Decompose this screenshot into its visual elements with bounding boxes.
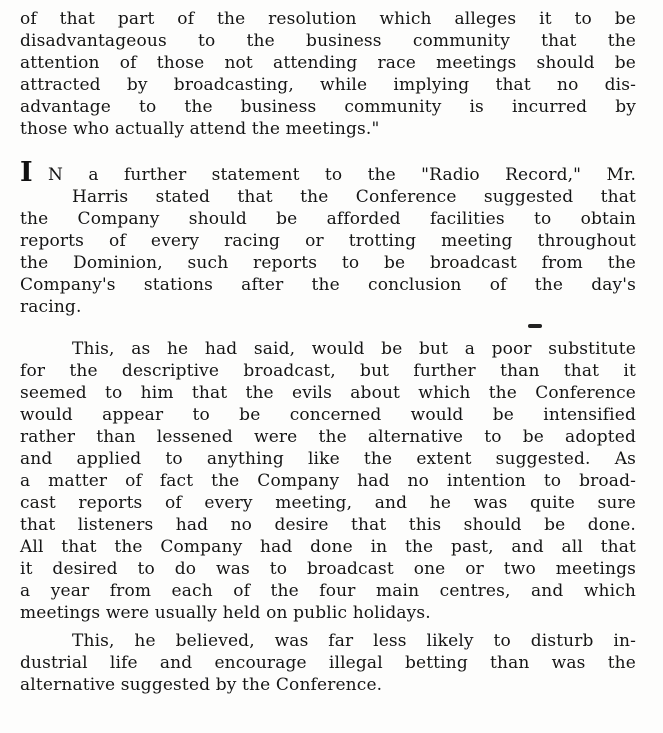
para3-line-1: This, as he had said, would be but a poor substitute — [72, 339, 636, 359]
para2-line-4: reports of every racing or trotting meeting throughout — [20, 231, 636, 251]
para3-line-13: meetings were usually held on public holidays. — [20, 603, 431, 623]
para3-line-3: seemed to him that the evils about which the Conference — [20, 383, 636, 403]
drop-cap: I — [20, 157, 33, 188]
para4-line-2: dustrial life and encourage illegal betting than was the — [20, 653, 636, 673]
para3-line-6: and applied to anything like the extent suggested. As — [20, 449, 636, 469]
para1-line-6: those who actually attend the meetings." — [20, 119, 380, 139]
para2-line-3: the Company should be afforded facilities to obtain — [20, 209, 636, 229]
para2-line-2: Harris stated that the Conference suggested that — [72, 187, 636, 207]
para2-line-5: the Dominion, such reports to be broadcast from the — [20, 253, 636, 273]
print-smudge — [528, 324, 542, 328]
para3-line-7: a matter of fact the Company had no intention to broad- — [20, 471, 636, 491]
para4-line-1: This, he believed, was far less likely to disturb in- — [72, 631, 636, 651]
para4-line-3: alternative suggested by the Conference. — [20, 675, 383, 695]
para2-line-1: N a further statement to the "Radio Record," Mr. — [48, 165, 636, 185]
para1-line-3: attention of those not attending race meetings should be — [20, 53, 636, 73]
para3-line-2: for the descriptive broadcast, but further than that it — [20, 361, 636, 381]
para1-line-4: attracted by broadcasting, while implying that no dis- — [20, 75, 636, 95]
para3-line-4: would appear to be concerned would be intensified — [20, 405, 636, 425]
para3-line-12: a year from each of the four main centres, and which — [20, 581, 636, 601]
para3-line-10: All that the Company had done in the past, and all that — [20, 537, 636, 557]
para3-line-5: rather than lessened were the alternative to be adopted — [20, 427, 636, 447]
para1-line-2: disadvantageous to the business community that the — [20, 31, 636, 51]
para1-line-1: of that part of the resolution which alleges it to be — [20, 9, 636, 29]
para2-line-6: Company's stations after the conclusion of the day's — [20, 275, 636, 295]
para1-line-5: advantage to the business community is incurred by — [20, 97, 636, 117]
para2-line-7: racing. — [20, 297, 82, 317]
para3-line-11: it desired to do was to broadcast one or two meetings — [20, 559, 636, 579]
para3-line-9: that listeners had no desire that this should be done. — [20, 515, 636, 535]
para3-line-8: cast reports of every meeting, and he was quite sure — [20, 493, 636, 513]
